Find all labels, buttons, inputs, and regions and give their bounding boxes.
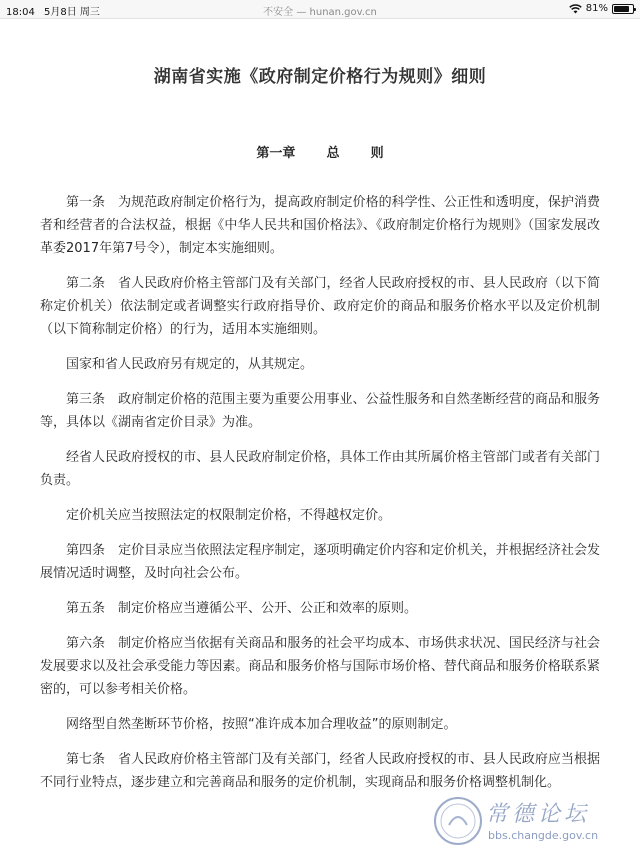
chapter-name-part-1: 总	[326, 146, 340, 161]
paragraph: 第二条 省人民政府价格主管部门及有关部门，经省人民政府授权的市、县人民政府（以下简称定价机关）依法制定或者调整实行政府指导价、政府定价的商品和服务价格水平以及定价机制（以下简称制定价格）的行为，适用本实施细则。	[40, 276, 600, 337]
status-time: 18:04	[6, 7, 35, 18]
paragraph: 第六条 制定价格应当依据有关商品和服务的社会平均成本、市场供求状况、国民经济与社会发展要求以及社会承受能力等因素。商品和服务价格与国际市场价格、替代商品和服务价格联系紧密的，可以参考相关价格。	[40, 636, 600, 697]
chapter-number: 第一章	[256, 146, 296, 161]
battery-fill	[614, 6, 629, 12]
paragraph: 网络型自然垄断环节价格，按照“准许成本加合理收益”的原则制定。	[66, 717, 457, 732]
page-title: 湖南省实施《政府制定价格行为规则》细则	[153, 67, 487, 87]
paragraph: 经省人民政府授权的市、县人民政府制定价格，具体工作由其所属价格主管部门或者有关部门负责。	[40, 450, 600, 488]
battery-icon	[612, 4, 634, 14]
wifi-icon	[569, 4, 582, 14]
paragraph: 第三条 政府制定价格的范围主要为重要公用事业、公益性服务和自然垄断经营的商品和服务等，具体以《湖南省定价目录》为准。	[40, 392, 600, 430]
battery-percent: 81%	[585, 3, 608, 14]
status-bar	[0, 0, 640, 18]
watermark-text: 常德论坛	[486, 802, 591, 827]
chapter-heading	[40, 142, 600, 161]
paragraph: 第七条 省人民政府价格主管部门及有关部门，经省人民政府授权的市、县人民政府应当根据不同行业特点，逐步建立和完善商品和服务的定价机制，实现商品和服务价格调整机制化。	[40, 752, 600, 790]
status-right	[569, 3, 634, 14]
paragraph: 第五条 制定价格应当遵循公平、公开、公正和效率的原则。	[66, 601, 418, 616]
paragraph: 国家和省人民政府另有规定的，从其规定。	[66, 357, 314, 372]
status-date: 5月8日 周三	[44, 7, 100, 18]
chapter-name-part-2: 则	[370, 146, 384, 161]
divider	[0, 18, 640, 19]
paragraph: 定价机关应当按照法定的权限制定价格，不得越权定价。	[66, 508, 392, 523]
article	[40, 62, 600, 806]
address-text[interactable]: 不安全 — hunan.gov.cn	[263, 7, 377, 18]
paragraph: 第四条 定价目录应当依照法定程序制定，逐项明确定价内容和定价机关，并根据经济社会发展情况适时调整，及时向社会公布。	[40, 543, 600, 581]
paragraph: 第一条 为规范政府制定价格行为，提高政府制定价格的科学性、公正性和透明度，保护消费者和经营者的合法权益，根据《中华人民共和国价格法》、《政府制定价格行为规则》（国家发展改革委2017年第7号令），制定本实施细则。	[40, 195, 600, 256]
watermark-url: bbs.changde.gov.cn	[488, 829, 599, 842]
